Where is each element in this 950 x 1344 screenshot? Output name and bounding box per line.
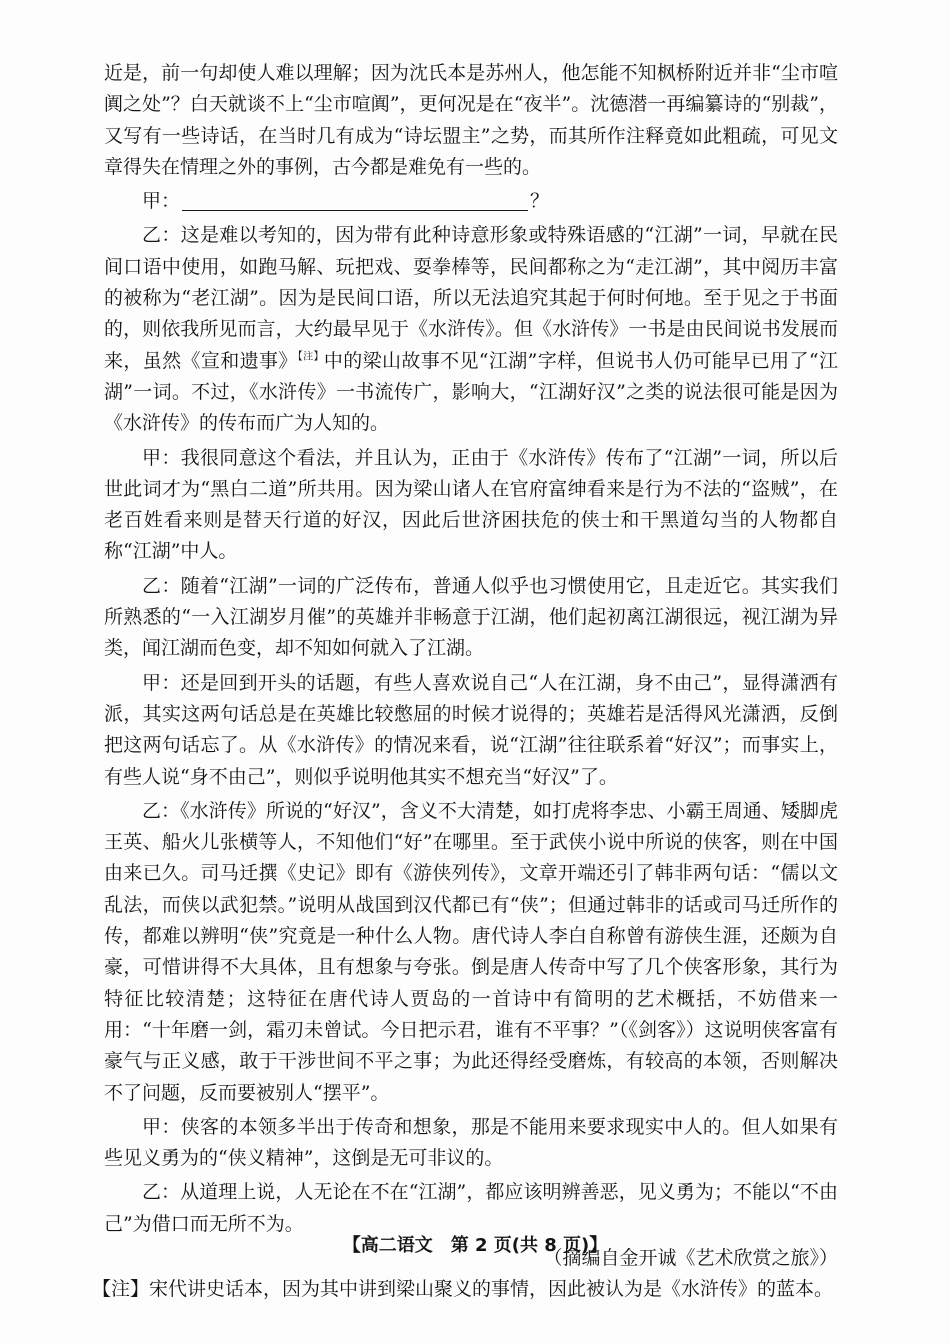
dialogue-jia-1: 甲：我很同意这个看法，并且认为，正由于《水浒传》传布了“江湖”一词，所以后世此词才为“黑白二道”所共用。因为梁山诸人在官府富绅看来是行为不法的“盗贼”，在老百姓看来则是替天行道的好汉，因此后世济困扶危的侠士和干黑道勾当的人物都自称“江湖”中人。 — [104, 446, 838, 563]
dialogue-yi-1-part2: 中的梁山故事不见“江湖”字样，但说书人仍可能早已用了“江湖”一词。不过，《水浒传》一书流传广，影响大，“江湖好汉”之类的说法很可能是因为《水浒传》的传布而广为人知的。 — [104, 349, 838, 435]
question-line — [104, 186, 838, 217]
page-footer: 【高二语文 第 2 页(共 8 页)】 — [342, 1235, 608, 1256]
dialogue-jia-2: 甲：还是回到开头的话题，有些人喜欢说自己“人在江湖，身不由己”，显得潇洒有派，其实这两句话总是在英雄比较憋屈的时候才说得的；英雄若是活得风光潇洒，反倒把这两句话忘了。从《水浒传》的情况来看，说“江湖”往往联系着“好汉”；而事实上，有些人说“身不由己”，则似乎说明他其实不想充当“好汉”了。 — [104, 671, 838, 788]
dialogue-jia-3: 甲：侠客的本领多半出于传奇和想象，那是不能用来要求现实中人的。但人如果有些见义勇为的“侠义精神”，这倒是无可非议的。 — [104, 1115, 838, 1170]
dialogue-yi-4: 乙：从道理上说，人无论在不在“江湖”，都应该明辨善恶，见义勇为；不能以“不由己”为借口而无所不为。 — [104, 1181, 838, 1235]
question-prefix: 甲： — [142, 190, 181, 213]
answer-blank[interactable] — [182, 188, 528, 211]
dialogue-yi-2: 乙：随着“江湖”一词的广泛传布，普通人似乎也习惯使用它，且走近它。其实我们所熟悉的“一入江湖岁月催”的英雄并非畅意于江湖，他们起初离江湖很远，视江湖为异类，闻江湖而色变，却不知如何就入了江湖。 — [104, 574, 838, 660]
question-suffix: ？ — [530, 190, 550, 213]
footnote: 【注】宋代讲史话本，因为其中讲到梁山聚义的事情，因此被认为是《水浒传》的蓝本。 — [92, 1278, 834, 1301]
paragraph-continuation: 近是，前一句却使人难以理解；因为沈氏本是苏州人，他怎能不知枫桥附近并非“尘市喧阗之处”？白天就谈不上“尘市喧阗”，更何况是在“夜半”。沈德潜一再编纂诗的“别裁”，又写有一些诗话，在当时几有成为“诗坛盟主”之势，而其所作注释竟如此粗疏，可见文章得失在情理之外的事例，古今都是难免有一些的。 — [104, 62, 838, 178]
dialogue-yi-1 — [104, 220, 838, 439]
dialogue-yi-3: 乙：《水浒传》所说的“好汉”，含义不大清楚，如打虎将李忠、小霸王周通、矮脚虎王英、船火儿张横等人，不知他们“好”在哪里。至于武侠小说中所说的侠客，则在中国由来已久。司马迁撰《史记》即有《游侠列传》，文章开端还引了韩非两句话：“儒以文乱法，而侠以武犯禁。”说明从战国到汉代都已有“侠”；但通过韩非的话或司马迁所作的传，都难以辨明“侠”究竟是一种什么人物。唐代诗人李白自称曾有游侠生涯，还颇为自豪，可惜讲得不大具体，且有想象与夸张。倒是唐人传奇中写了几个侠客形象，其行为特征比较清楚；这特征在唐代诗人贾岛的一首诗中有简明的艺术概括，不妨借来一用：“十年磨一剑，霜刃未曾试。今日把示君，谁有不平事？”（《剑客》）这说明侠客富有豪气与正义感，敢于干涉世间不平之事；为此还得经受磨炼，有较高的本领，否则解决不了问题，反而要被别人“摆平”。 — [104, 799, 838, 1104]
footnote-marker: 【注】 — [297, 351, 324, 363]
source-citation: （摘编自金开诚《艺术欣赏之旅》） — [543, 1246, 838, 1269]
dialogue-yi-1-part1: 乙：这是难以考知的，因为带有此种诗意形象或特殊语感的“江湖”一词，早就在民间口语中使用，如跑马解、玩把戏、耍拳棒等，民间都称之为“走江湖”，其中阅历丰富的被称为“老江湖”。因为是民间口语，所以无法追究其起于何时何地。至于见之于书面的，则依我所见而言，大约最早见于《水浒传》。但《水浒传》一书是由民间说书发展而来，虽然《宣和遗事》 — [104, 224, 838, 372]
